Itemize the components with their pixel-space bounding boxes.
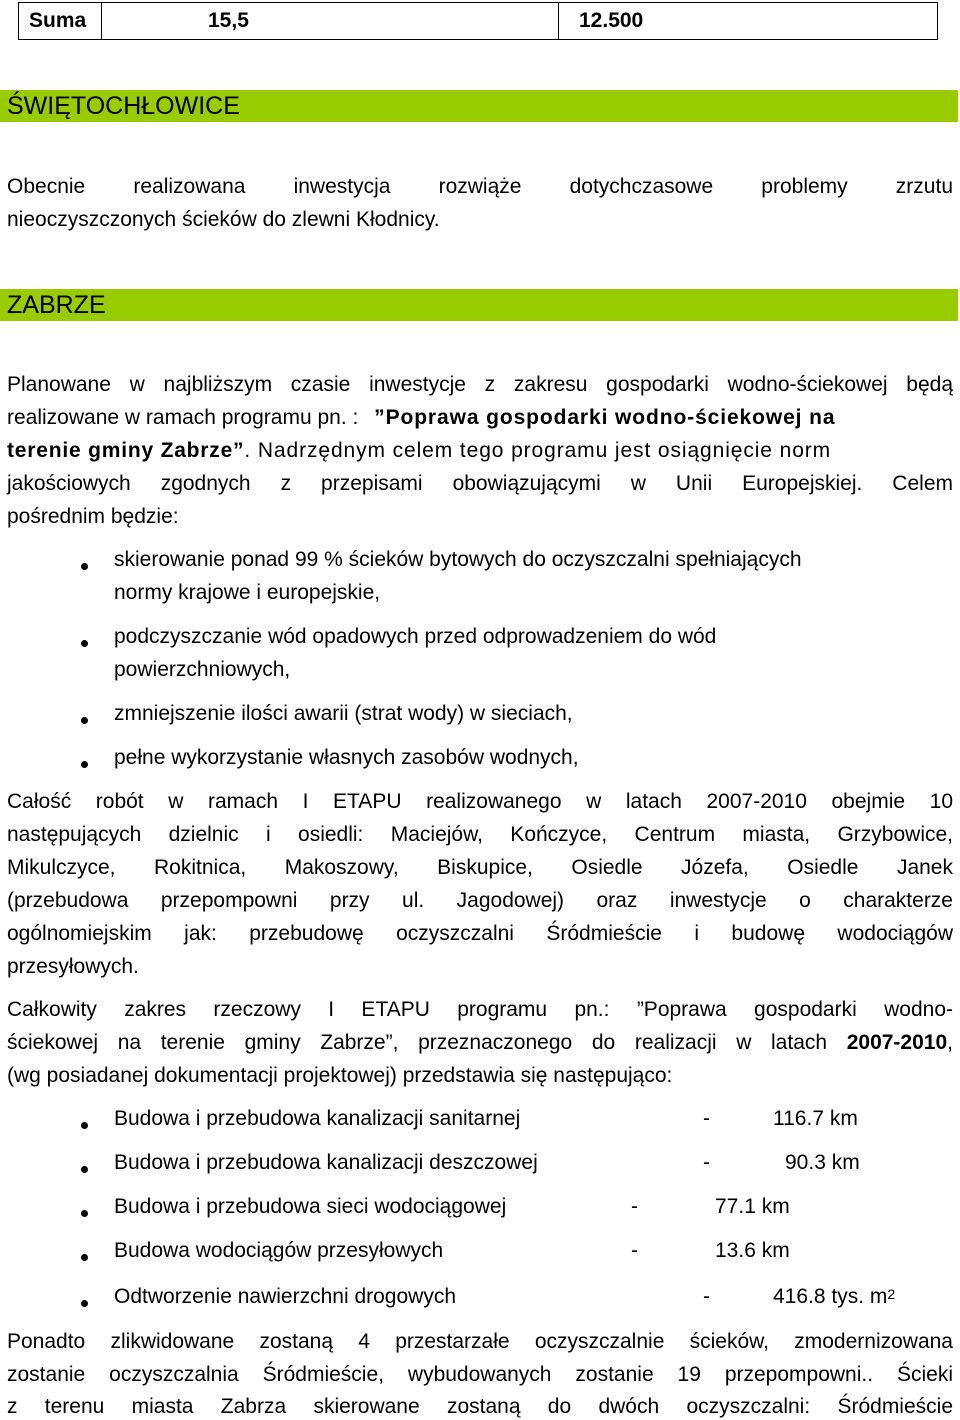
bullet-icon — [81, 1122, 88, 1129]
paragraph-line: Obecnie realizowana inwestycja rozwiąże dotychczasowe problemy zrzutu — [7, 175, 953, 198]
intro-text: . Nadrzędnym celem tego programu jest osiągnięcie norm — [244, 439, 832, 462]
scope-item-value-text: 416.8 tys. m — [773, 1285, 888, 1308]
goal-item: skierowanie ponad 99 % ścieków bytowych do oczyszczalni spełniających — [114, 548, 802, 571]
scope-item-dash: - — [631, 1239, 638, 1262]
paragraph-line: następujących dzielnic i osiedli: Maciejów, Kończyce, Centrum miasta, Grzybowice, — [7, 823, 953, 846]
scope-item-dash: - — [631, 1195, 638, 1218]
goal-item: pełne wykorzystanie własnych zasobów wodnych, — [114, 746, 579, 769]
paragraph-line: przesyłowych. — [7, 955, 139, 978]
sum-label: Suma — [19, 3, 102, 40]
paragraph-line: (przebudowa przepompowni przy ul. Jagodowej) oraz inwestycje o charakterze — [7, 889, 953, 912]
scope-item-dash: - — [703, 1151, 710, 1174]
sum-table — [18, 2, 938, 40]
scope-item-label: Budowa i przebudowa kanalizacji deszczowej — [114, 1151, 538, 1174]
bullet-icon — [81, 1254, 88, 1261]
scope-years-bold: 2007-2010 — [846, 1031, 948, 1054]
program-name-bold: terenie gminy Zabrze” — [7, 439, 245, 462]
goal-item: powierzchniowych, — [114, 658, 291, 681]
paragraph-line: Mikulczyce, Rokitnica, Makoszowy, Biskupice, Osiedle Józefa, Osiedle Janek — [7, 856, 953, 879]
paragraph-line — [7, 406, 953, 430]
paragraph-line — [7, 439, 953, 463]
scope-item-value: 77.1 km — [715, 1195, 790, 1218]
bullet-icon — [81, 1300, 88, 1307]
goal-item: podczyszczanie wód opadowych przed odprowadzeniem do wód — [114, 625, 717, 648]
scope-item-value: 90.3 km — [785, 1151, 860, 1174]
section-heading-swietochlowice: ŚWIĘTOCHŁOWICE — [0, 90, 958, 122]
paragraph-line: Ponadto zlikwidowane zostaną 4 przestarzałe oczyszczalnie ścieków, zmodernizowana — [7, 1330, 953, 1353]
scope-item-dash: - — [703, 1285, 710, 1308]
scope-text: , — [947, 1031, 953, 1054]
section-heading-zabrze: ZABRZE — [0, 289, 958, 321]
bullet-icon — [81, 1166, 88, 1173]
paragraph-line: jakościowych zgodnych z przepisami obowiązującymi w Unii Europejskiej. Celem — [7, 472, 953, 495]
bullet-icon — [81, 717, 88, 724]
scope-item-value — [773, 1285, 895, 1310]
intro-text: realizowane w ramach programu pn. : — [7, 406, 365, 429]
sum-value-2: 12.500 — [559, 3, 938, 40]
sum-value-1: 15,5 — [102, 3, 559, 40]
scope-item-label: Budowa i przebudowa sieci wodociągowej — [114, 1195, 507, 1218]
scope-text: ściekowej na terenie gminy Zabrze”, przeznaczonego do realizacji w latach — [7, 1031, 847, 1054]
bullet-icon — [81, 563, 88, 570]
bullet-icon — [81, 761, 88, 768]
scope-item-value: 116.7 km — [773, 1107, 858, 1130]
paragraph-line: Całość robót w ramach I ETAPU realizowanego w latach 2007-2010 obejmie 10 — [7, 790, 953, 813]
bullet-icon — [81, 1210, 88, 1217]
program-name-bold: ”Poprawa gospodarki wodno-ściekowej na — [374, 406, 836, 429]
goal-item: zmniejszenie ilości awarii (strat wody) w sieciach, — [114, 702, 573, 725]
scope-item-label: Budowa i przebudowa kanalizacji sanitarnej — [114, 1107, 521, 1130]
scope-item-value: 13.6 km — [715, 1239, 790, 1262]
goal-item: normy krajowe i europejskie, — [114, 581, 381, 604]
scope-item-dash: - — [703, 1107, 710, 1130]
paragraph-line: (wg posiadanej dokumentacji projektowej) przedstawia się następująco: — [7, 1064, 673, 1087]
sum-row — [19, 3, 938, 40]
paragraph-line — [7, 1031, 953, 1055]
paragraph-line: Planowane w najbliższym czasie inwestycje z zakresu gospodarki wodno-ściekowej będą — [7, 373, 953, 396]
paragraph-line: Całkowity zakres rzeczowy I ETAPU programu pn.: ”Poprawa gospodarki wodno- — [7, 998, 953, 1021]
paragraph-line: pośrednim będzie: — [7, 505, 179, 528]
scope-item-label: Odtworzenie nawierzchni drogowych — [114, 1285, 456, 1308]
paragraph-line: zostanie oczyszczalnia Śródmieście, wybudowanych zostanie 19 przepompowni.. Ścieki — [7, 1363, 953, 1386]
paragraph-line: ogólnomiejskim jak: przebudowę oczyszczalni Śródmieście i budowę wodociągów — [7, 922, 953, 945]
paragraph-line: nieoczyszczonych ścieków do zlewni Kłodnicy. — [7, 208, 440, 231]
scope-item-label: Budowa wodociągów przesyłowych — [114, 1239, 444, 1262]
bullet-icon — [81, 640, 88, 647]
paragraph-line: z terenu miasta Zabrza skierowane zostaną do dwóch oczyszczalni: Śródmieście — [7, 1395, 953, 1418]
unit-exponent: 2 — [887, 1286, 896, 1302]
